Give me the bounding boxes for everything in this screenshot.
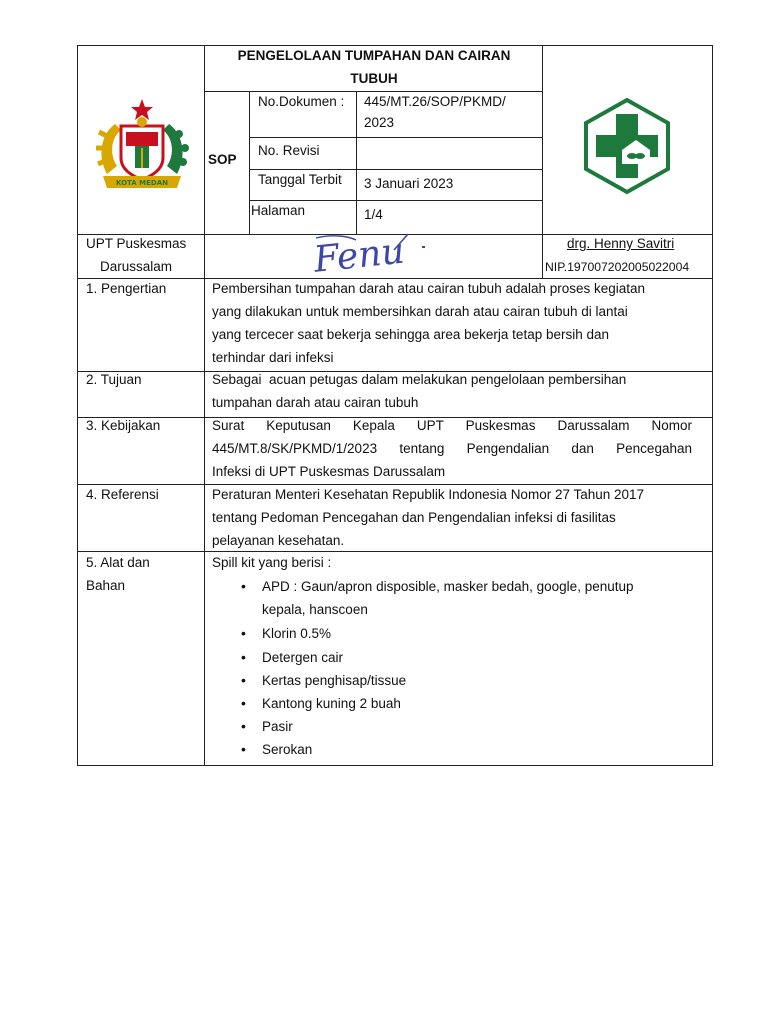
divider bbox=[204, 45, 205, 766]
section-label-kebijakan: 3. Kebijakan bbox=[86, 418, 161, 433]
section-body-tujuan bbox=[212, 368, 706, 414]
revision-label: No. Revisi bbox=[258, 143, 320, 158]
text-line: yang tercecer saat bekerja sehingga area bekerja tetap bersih dan bbox=[212, 327, 610, 342]
spill-kit-list bbox=[238, 575, 698, 762]
issue-date-value: 3 Januari 2023 bbox=[364, 176, 454, 191]
list-item: • Serokan bbox=[238, 738, 698, 761]
page-value: 1/4 bbox=[364, 207, 383, 222]
page-label: Halaman bbox=[251, 203, 306, 218]
divider bbox=[249, 169, 542, 170]
text-line: yang dilakukan untuk membersihkan darah atau cairan tubuh di lantai bbox=[212, 304, 628, 319]
puskesmas-cross-logo bbox=[582, 98, 672, 194]
divider bbox=[542, 45, 543, 278]
kota-medan-emblem-logo bbox=[93, 96, 191, 196]
text-line: tentang Pedoman Pencegahan dan Pengendalian infeksi di fasilitas bbox=[212, 510, 616, 525]
section-label-alat-line-1: 5. Alat dan bbox=[86, 555, 150, 570]
sop-label: SOP bbox=[208, 152, 237, 167]
spill-kit-intro: Spill kit yang berisi : bbox=[212, 555, 332, 570]
text-line: Surat Keputusan Kepala UPT Puskesmas Darussalam Nomor bbox=[212, 418, 692, 433]
text-line: pelayanan kesehatan. bbox=[212, 533, 345, 548]
section-label-pengertian: 1. Pengertian bbox=[86, 281, 167, 296]
section-body-pengertian bbox=[212, 277, 706, 369]
list-item: • APD : Gaun/apron disposible, masker bedah, google, penutup kepala, hanscoen bbox=[238, 575, 698, 621]
divider bbox=[205, 91, 542, 92]
title-line-1: PENGELOLAAN TUMPAHAN DAN CAIRAN bbox=[237, 48, 511, 63]
doc-number-label: No.Dokumen : bbox=[258, 94, 345, 109]
official-nip: NIP.197007202005022004 bbox=[545, 260, 690, 274]
section-body-kebijakan bbox=[212, 414, 692, 483]
divider bbox=[249, 200, 542, 201]
text-line: terhindar dari infeksi bbox=[212, 350, 334, 365]
list-item: • Klorin 0.5% bbox=[238, 622, 698, 645]
signature-scribble: Fenu bbox=[312, 230, 407, 276]
divider bbox=[356, 91, 357, 234]
list-item: • Detergen cair bbox=[238, 646, 698, 669]
list-item: • Kantong kuning 2 buah bbox=[238, 692, 698, 715]
org-name-line-2: Darussalam bbox=[100, 259, 173, 274]
text-line: Sebagai acuan petugas dalam melakukan pengelolaan pembersihan bbox=[212, 372, 627, 387]
issue-date-label: Tanggal Terbit bbox=[258, 172, 342, 187]
divider bbox=[249, 137, 542, 138]
section-body-referensi bbox=[212, 483, 706, 552]
text-line: Peraturan Menteri Kesehatan Republik Indonesia Nomor 27 Tahun 2017 bbox=[212, 487, 645, 502]
doc-number-value: 445/MT.26/SOP/PKMD/ bbox=[364, 94, 506, 109]
text-line: 445/MT.8/SK/PKMD/1/2023 tentang Pengendalian dan Pencegahan bbox=[212, 441, 692, 456]
official-name: drg. Henny Savitri bbox=[567, 236, 675, 251]
section-label-alat-line-2: Bahan bbox=[86, 578, 126, 593]
text-line: Infeksi di UPT Puskesmas Darussalam bbox=[212, 464, 446, 479]
divider bbox=[249, 91, 250, 234]
text-line: Pembersihan tumpahan darah atau cairan tubuh adalah proses kegiatan bbox=[212, 281, 646, 296]
list-item: • Kertas penghisap/tissue bbox=[238, 669, 698, 692]
section-label-referensi: 4. Referensi bbox=[86, 487, 159, 502]
doc-number-value-cont: 2023 bbox=[364, 115, 395, 130]
org-name-line-1: UPT Puskesmas bbox=[86, 236, 187, 251]
title-line-2: TUBUH bbox=[350, 71, 398, 86]
list-item: • Pasir bbox=[238, 715, 698, 738]
text-line: tumpahan darah atau cairan tubuh bbox=[212, 395, 419, 410]
signature bbox=[312, 228, 430, 276]
section-label-tujuan: 2. Tujuan bbox=[86, 372, 142, 387]
document-title bbox=[206, 44, 542, 90]
ribbon-text: KOTA MEDAN bbox=[116, 179, 168, 187]
